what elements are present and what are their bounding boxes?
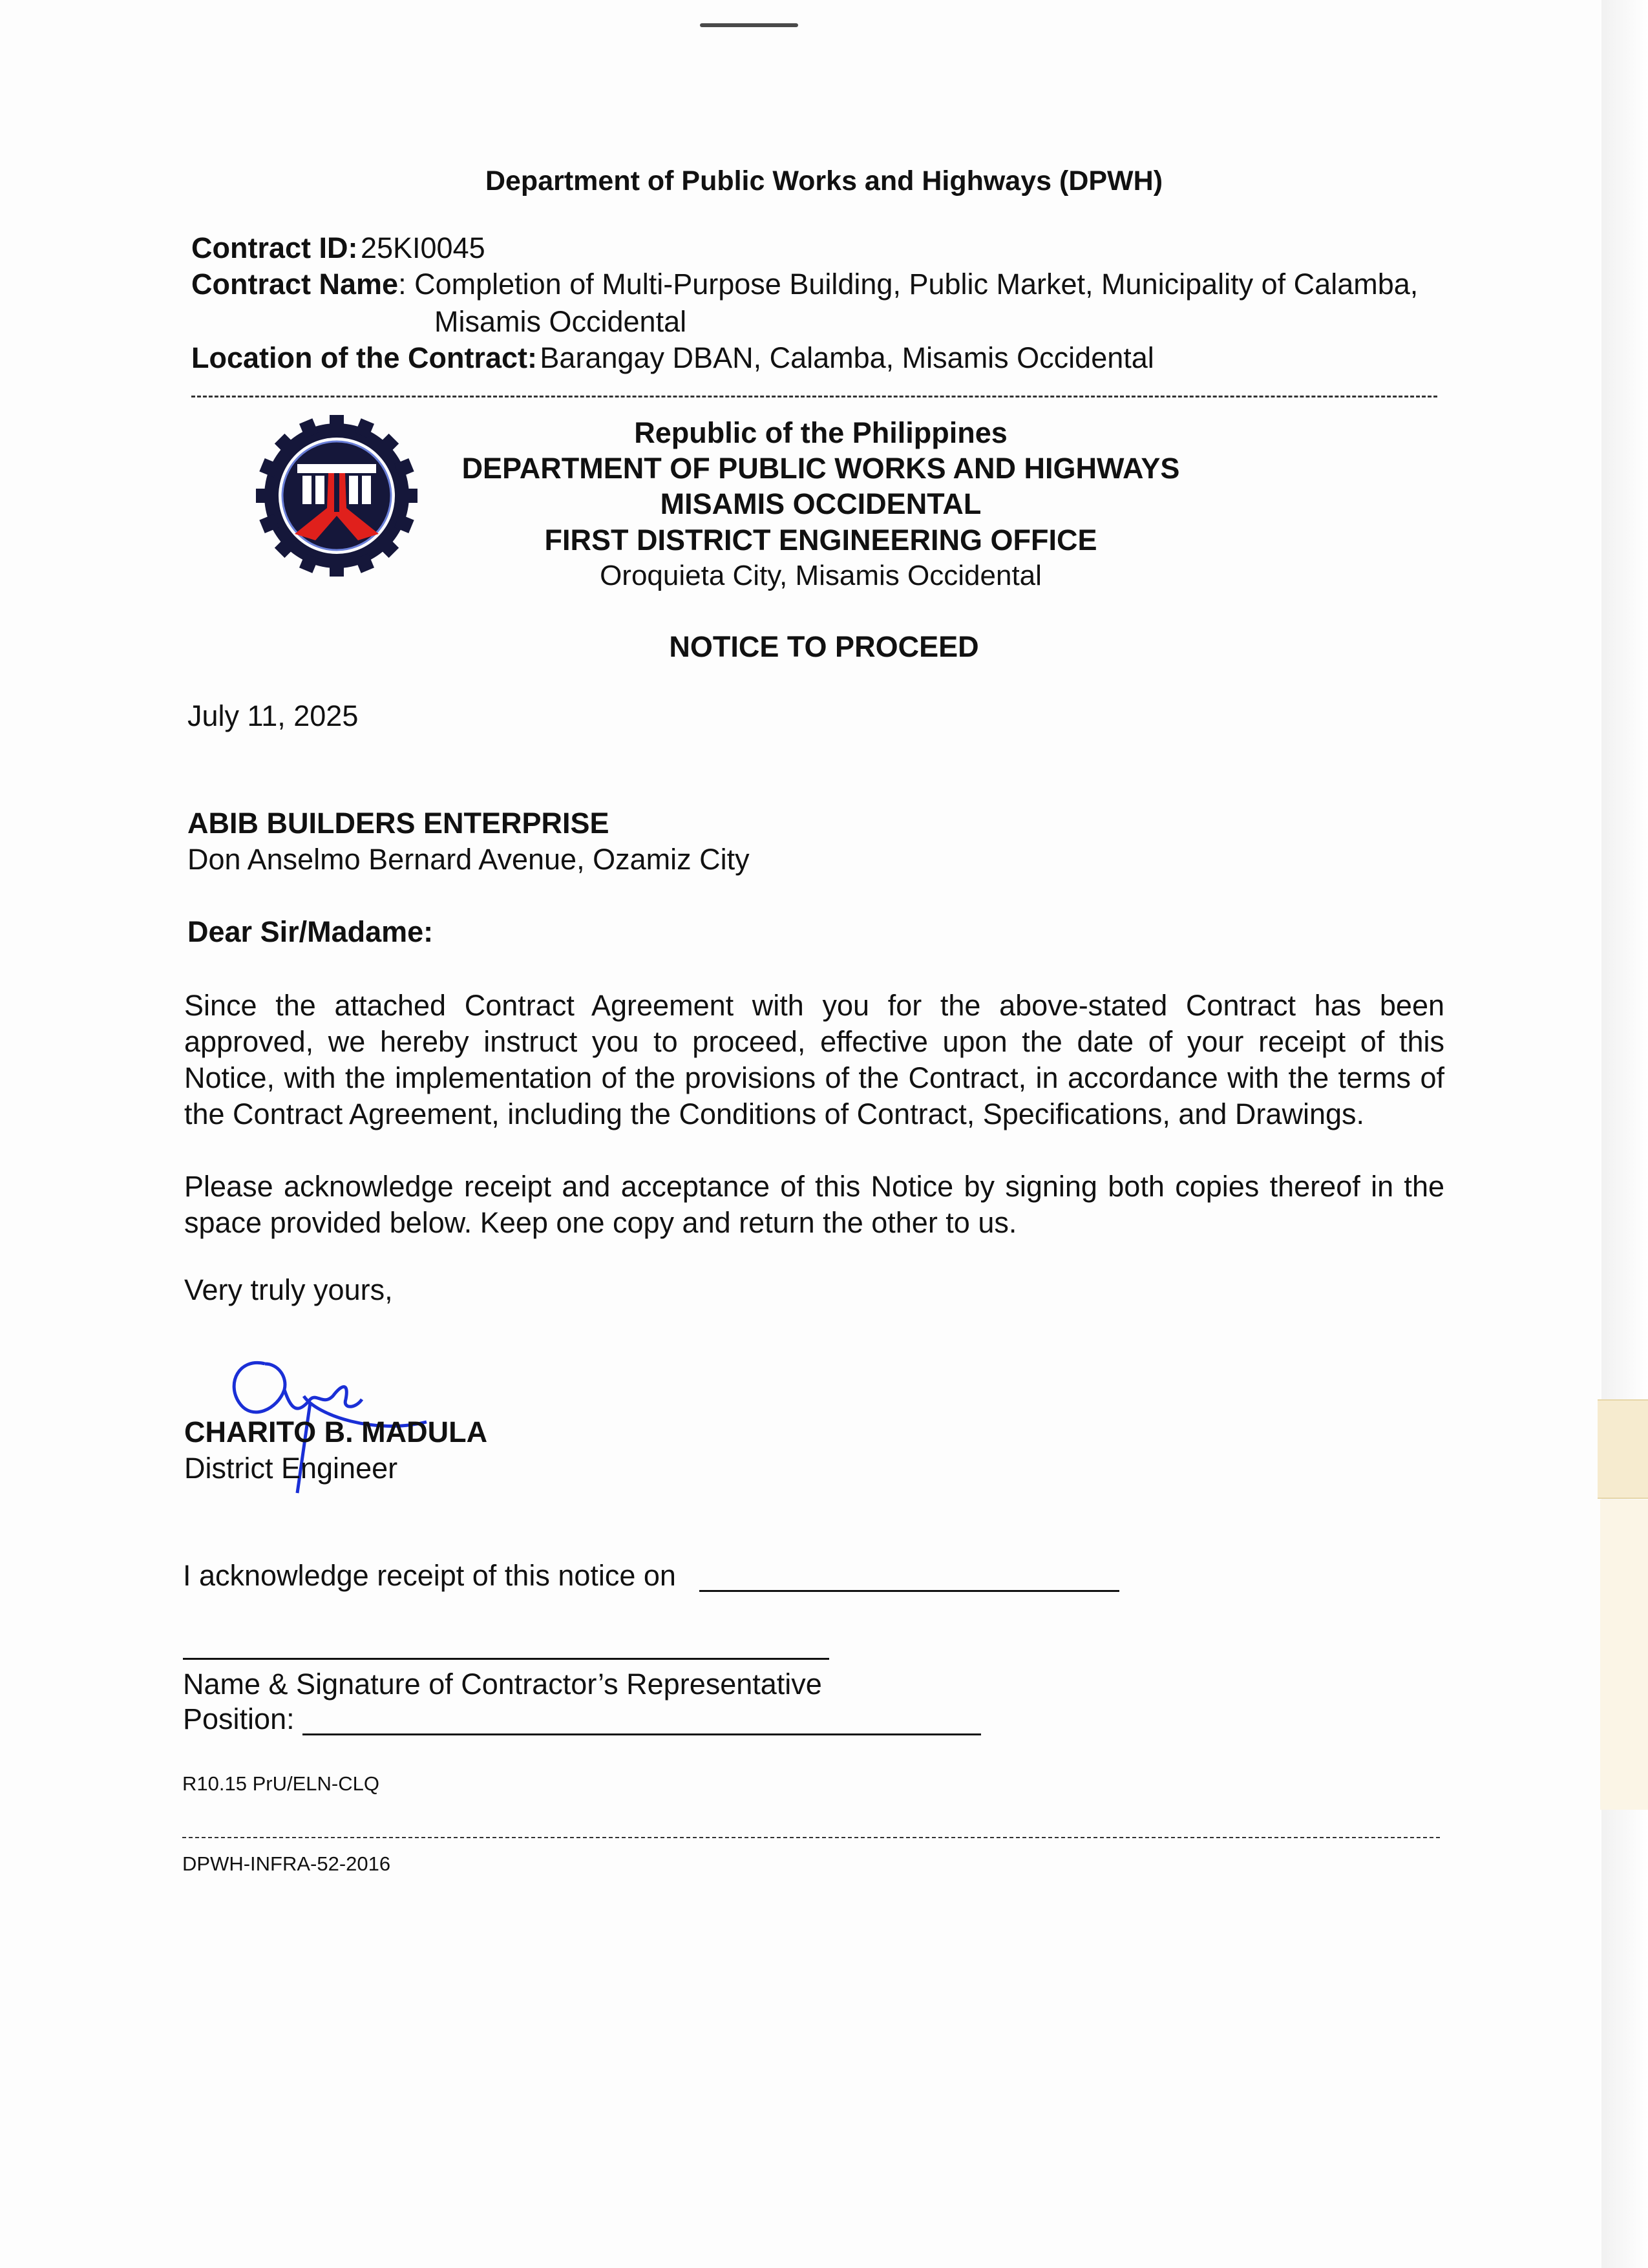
recipient-address: Don Anselmo Bernard Avenue, Ozamiz City — [187, 843, 750, 876]
body-paragraph-2: Please acknowledge receipt and acceptance of this Notice by signing both copies thereof in the space provided below. Keep one copy and return the other to us. — [184, 1170, 1444, 1239]
notice-title: NOTICE TO PROCEED — [669, 630, 979, 663]
contract-name-row — [191, 268, 1418, 301]
contract-id-label: Contract ID: — [191, 231, 358, 264]
contract-location-value: Barangay DBAN, Calamba, Misamis Occidental — [540, 341, 1154, 374]
signatory-position: District Engineer — [184, 1452, 398, 1485]
position-line[interactable] — [302, 1733, 981, 1735]
letterhead-office: FIRST DISTRICT ENGINEERING OFFICE — [544, 524, 1097, 556]
contractor-rep-label: Name & Signature of Contractor’s Representative — [183, 1668, 822, 1701]
letterhead-province: MISAMIS OCCIDENTAL — [660, 487, 982, 520]
body-paragraph-1: Since the attached Contract Agreement with you for the above-stated Contract has been approved, we hereby instruct you to proceed, effective upon the date of your receipt of this Notice, with the implementation of the provisions of the Contract, in accordance with the terms of the Contract Agreement, including the Conditions of Contract, Specifications, and Drawings. — [184, 989, 1444, 1130]
dpwh-seal-icon — [252, 411, 421, 580]
salutation: Dear Sir/Madame: — [187, 915, 434, 948]
reference-code: R10.15 PrU/ELN-CLQ — [182, 1772, 379, 1795]
contract-name-label: Contract Name — [191, 268, 399, 301]
position-label: Position: — [183, 1702, 295, 1735]
contractor-signature-line[interactable] — [183, 1658, 829, 1660]
notice-date: July 11, 2025 — [187, 699, 359, 732]
sticky-tab-lower — [1600, 1500, 1648, 1810]
seal-gear-tooth — [256, 489, 271, 503]
contract-name-value-cont: Misamis Occidental — [434, 305, 687, 338]
recipient-name: ABIB BUILDERS ENTERPRISE — [187, 807, 609, 840]
closing: Very truly yours, — [184, 1273, 393, 1306]
receipt-date-line[interactable] — [699, 1590, 1119, 1592]
letterhead-address: Oroquieta City, Misamis Occidental — [600, 560, 1042, 591]
footer-separator-dashed — [182, 1837, 1440, 1838]
acknowledge-receipt-text: I acknowledge receipt of this notice on — [183, 1559, 676, 1592]
contract-id-row — [191, 231, 485, 265]
sticky-tab — [1598, 1399, 1648, 1499]
staple-mark — [700, 23, 798, 27]
contract-location-label: Location of the Contract: — [191, 341, 537, 374]
seal-gear-tooth — [330, 415, 344, 430]
letterhead-department: DEPARTMENT OF PUBLIC WORKS AND HIGHWAYS — [461, 452, 1180, 485]
contract-name-value: : Completion of Multi-Purpose Building, Public Market, Municipality of Calamba, — [398, 268, 1419, 301]
separator-dashed — [191, 396, 1437, 397]
form-code: DPWH-INFRA-52-2016 — [182, 1852, 391, 1875]
contract-id-value: 25KI0045 — [360, 231, 485, 264]
department-title: Department of Public Works and Highways (DPWH) — [485, 165, 1163, 196]
letterhead-republic: Republic of the Philippines — [634, 416, 1008, 449]
paper-edge — [1601, 0, 1648, 2268]
contract-location-row — [191, 341, 1154, 375]
seal-gear-tooth — [330, 561, 344, 577]
signatory-name: CHARITO B. MADULA — [184, 1415, 488, 1448]
